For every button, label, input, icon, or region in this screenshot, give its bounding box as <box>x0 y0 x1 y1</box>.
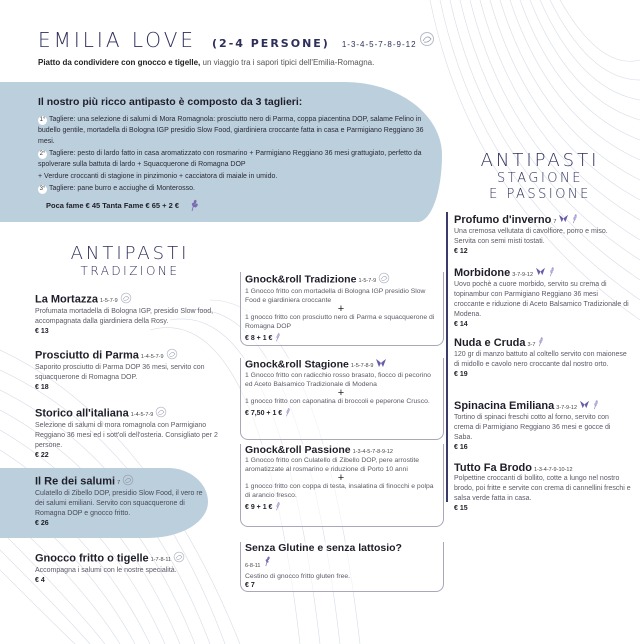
slow-food-snail-icon <box>378 272 390 287</box>
item-name: Nuda e Cruda <box>454 336 526 349</box>
v-leaf-icon <box>375 358 387 371</box>
item-price: € 22 <box>35 452 49 459</box>
tagliere-3 <box>38 183 438 194</box>
menu-item-tutto-fa-brodo <box>454 462 634 512</box>
allergen-codes: 1-3-4-5-7-8-9-12 <box>341 40 417 49</box>
menu-item-il-re-dei-salumi <box>35 474 205 527</box>
menu-item-storico-allitaliana <box>35 406 235 459</box>
menu-item-gnocco-fritto-o-tigelle <box>35 551 235 584</box>
item-allergens: 1-5-7-8-9 <box>350 363 374 370</box>
item-allergens: 1-7-8-11 <box>150 557 172 564</box>
wheat-icon <box>592 399 600 413</box>
card-senza-glutine <box>240 542 444 592</box>
intro-text <box>38 58 374 67</box>
item-price: € 7 <box>245 582 255 590</box>
item-name: Spinacina Emiliana <box>454 399 555 412</box>
card-gnockroll-tradizione <box>240 272 444 346</box>
item-description: Selezione di salumi di mora romagnola con Parmigiano Reggiano 36 mesi ed i sott'oli dell'osteria. Consigliato per 2 persone. <box>35 422 218 449</box>
item-description-1: 1 Gnocco fritto con Culatello di Zibello DOP, pere arrostite aromatizzate al rosmarino e riduzione di Porto 10 anni <box>245 457 420 473</box>
item-price: € 15 <box>454 505 468 512</box>
menu-item-prosciutto-di-parma <box>35 348 230 391</box>
item-price: € 14 <box>454 321 468 328</box>
intro-bold: Piatto da condividere con gnocco e tigelle, <box>38 58 201 67</box>
item-description: Culatello di Zibello DOP, presidio Slow Food, il vero re dei salumi emiliani. Servito con squacquerone di Romagna DOP e gnocco fritto. <box>35 490 203 517</box>
tagliere-number-badge: 3° <box>39 186 46 192</box>
item-description: Cestino di gnocco fritto gluten free. <box>245 573 351 581</box>
wheat-icon <box>274 501 282 513</box>
item-price: € 7,50 + 1 € <box>245 409 283 417</box>
item-allergens: 7 <box>553 218 557 225</box>
item-description-2: 1 gnocco fritto con coppa di testa, insalatina di finocchi e polpa di arancio fresco. <box>245 483 434 499</box>
taglieri-section <box>38 96 438 214</box>
item-price: € 16 <box>454 444 468 451</box>
item-price: € 8 + 1 € <box>245 334 273 342</box>
slow-food-snail-icon <box>166 348 178 363</box>
slow-food-snail-icon <box>155 406 167 421</box>
item-price: € 9 + 1 € <box>245 503 273 511</box>
item-description-1: 1 Gnocco fritto con radicchio rosso brasato, fiocco di pecorino ed Aceto Balsamico Tradizionale di Modena <box>245 372 431 388</box>
item-allergens: 1-3-4-5-7-8-9-12 <box>352 449 393 455</box>
card-gnockroll-stagione <box>240 358 444 440</box>
menu-item-morbidone <box>454 266 630 328</box>
item-name: La Mortazza <box>35 293 98 306</box>
item-allergens: 3-7-9-12 <box>512 271 534 278</box>
section-title-line1: ANTIPASTI <box>480 150 600 171</box>
section-title-line2: STAGIONE <box>497 171 583 186</box>
plus-separator: + <box>337 303 345 315</box>
tagliere-2 <box>38 148 438 170</box>
section-title-line3: E PASSIONE <box>489 187 591 202</box>
menu-item-nuda-e-cruda <box>454 336 630 378</box>
tagliere-3-text: Tagliere: pane burro e acciughe di Monterosso. <box>49 185 195 192</box>
item-allergens: 3-7-9-12 <box>556 404 578 411</box>
item-allergens: 3-7 <box>527 341 536 348</box>
item-allergens: 7 <box>117 480 121 487</box>
v-leaf-icon <box>579 400 590 412</box>
taglieri-price <box>46 198 438 214</box>
emilia-love-title-row <box>38 28 435 52</box>
item-price: € 12 <box>454 248 468 255</box>
item-price: € 19 <box>454 371 468 378</box>
slow-food-snail-icon <box>419 31 435 52</box>
tagliere-2-text: Tagliere: pesto di lardo fatto in casa aromatizzato con rosmarino + Parmigiano Reggiano 36 mesi grattugiato, perfetto da spolverare sulla battuta di lardo + Squacquerone di Romagna DOP <box>38 150 422 168</box>
card-gnockroll-passione <box>240 444 444 527</box>
tagliere-number-badge: 1° <box>39 117 46 123</box>
taglieri-heading: Il nostro più ricco antipasto è composto da 3 taglieri: <box>38 96 303 108</box>
menu-item-profumo-dinverno <box>454 213 626 255</box>
item-name: Profumo d'inverno <box>454 213 552 226</box>
tagliere-2-extra: + Verdure croccanti di stagione in pinzimonio + cacciatora di maiale in umido. <box>38 173 278 180</box>
tagliere-number-badge: 2° <box>39 151 46 157</box>
serving-size: (2-4 PERSONE) <box>212 37 330 50</box>
taglieri-price-text: Poca fame € 45 Tanta Fame € 65 + 2 € <box>46 200 180 210</box>
column-divider <box>446 212 448 502</box>
item-name: Gnocco fritto o tigelle <box>35 552 149 565</box>
item-price: € 4 <box>35 577 45 584</box>
wheat-icon <box>548 266 556 280</box>
item-description: Accompagna i salumi con le nostre specialità. <box>35 567 177 574</box>
wheat-icon <box>284 407 292 419</box>
section-title-line2: TRADIZIONE <box>80 264 180 278</box>
item-allergens: 1-3-4-7-9-10-12 <box>534 467 573 473</box>
item-name: Senza Glutine e senza lattosio? <box>245 542 402 554</box>
intro-rest: un viaggio tra i sapori tipici dell'Emilia-Romagna. <box>200 58 375 67</box>
wheat-icon <box>189 198 199 214</box>
section-title-line1: ANTIPASTI <box>70 243 190 264</box>
item-allergens: 1-4-5-7-9 <box>140 354 164 361</box>
item-allergens: 1-5-7-9 <box>358 278 377 285</box>
item-description-2: 1 gnocco fritto con prosciutto nero di Parma e squacquerone di Romagna DOP <box>245 314 435 330</box>
section-title-tradizione <box>60 243 200 279</box>
wheat-icon <box>537 336 545 350</box>
wheat-icon <box>571 213 579 227</box>
slow-food-snail-icon <box>122 474 134 489</box>
page-title: EMILIA LOVE <box>38 28 197 52</box>
item-name: Prosciutto di Parma <box>35 349 139 362</box>
plus-separator: + <box>337 472 345 484</box>
item-description: Una cremosa vellutata di cavolfiore, porro e miso. Servita con semi misti tostati. <box>454 228 608 245</box>
item-description: Polpettine croccanti di bollito, cotte a lungo nel nostro brodo, poi fritte e servite con crema di cannellini freschi e salsa verde fatta in casa. <box>454 475 631 502</box>
slow-food-snail-icon <box>173 551 185 566</box>
item-description: Tortino di spinaci freschi cotto al forno, servito con crema di Parmigiano Reggiano 36 mesi e gocce di Saba. <box>454 414 611 441</box>
item-name: Il Re dei salumi <box>35 475 116 488</box>
tagliere-1-text: Tagliere: una selezione di salumi di Mora Romagnola: prosciutto nero di Parma, coppa piacentina DOP, salame Felino in budello gentile, mortadella di Bologna IGP presidio Slow Food, giardiniera croccante fatta in casa e Parmigiano Reggiano 36 mesi. <box>38 116 424 145</box>
section-title-stagione <box>465 150 615 203</box>
item-allergens: 1-5-7-9 <box>99 298 118 305</box>
wheat-icon <box>274 332 282 344</box>
wheat-icon <box>263 554 272 572</box>
item-description: Profumata mortadella di Bologna IGP, presidio Slow food, accompagnata dalla giardiniera della Rosy. <box>35 308 214 325</box>
item-allergens: 1-4-5-7-9 <box>130 412 154 419</box>
item-name: Gnock&roll Stagione <box>245 358 349 371</box>
plus-separator: + <box>337 387 345 399</box>
item-name: Storico all'italiana <box>35 407 129 420</box>
item-name: Tutto Fa Brodo <box>454 462 532 474</box>
item-price: € 18 <box>35 384 49 391</box>
item-price: € 26 <box>35 520 49 527</box>
item-name: Gnock&roll Tradizione <box>245 273 357 286</box>
item-name: Morbidone <box>454 266 511 279</box>
item-description: Saporito prosciutto di Parma DOP 36 mesi, servito con squacquerone di Romagna DOP. <box>35 364 205 381</box>
item-description: 120 gr di manzo battuto al coltello servito con maionese di midollo e cavolo nero croccante dal nostro orto. <box>454 351 627 368</box>
menu-item-spinacina-emiliana <box>454 399 630 451</box>
v-leaf-icon <box>535 267 546 279</box>
item-description-1: 1 Gnocco fritto con mortadella di Bologna IGP presidio Slow Food e giardiniera croccante <box>245 288 426 304</box>
item-description-2: 1 gnocco fritto con caponatina di broccoli e peperone Crusco. <box>245 398 430 405</box>
slow-food-snail-icon <box>120 292 132 307</box>
item-name: Gnock&roll Passione <box>245 444 351 456</box>
item-allergens: 6-8-11 <box>245 563 261 570</box>
item-price: € 13 <box>35 328 49 335</box>
v-leaf-icon <box>558 214 569 226</box>
item-description: Uovo pochè a cuore morbido, servito su crema di topinambur con Parmigiano Reggiano 36 mesi croccante e riduzione di Aceto Balsamico Tradizionale di Modena. <box>454 281 629 318</box>
tagliere-1 <box>38 114 438 147</box>
menu-item-la-mortazza <box>35 292 230 335</box>
